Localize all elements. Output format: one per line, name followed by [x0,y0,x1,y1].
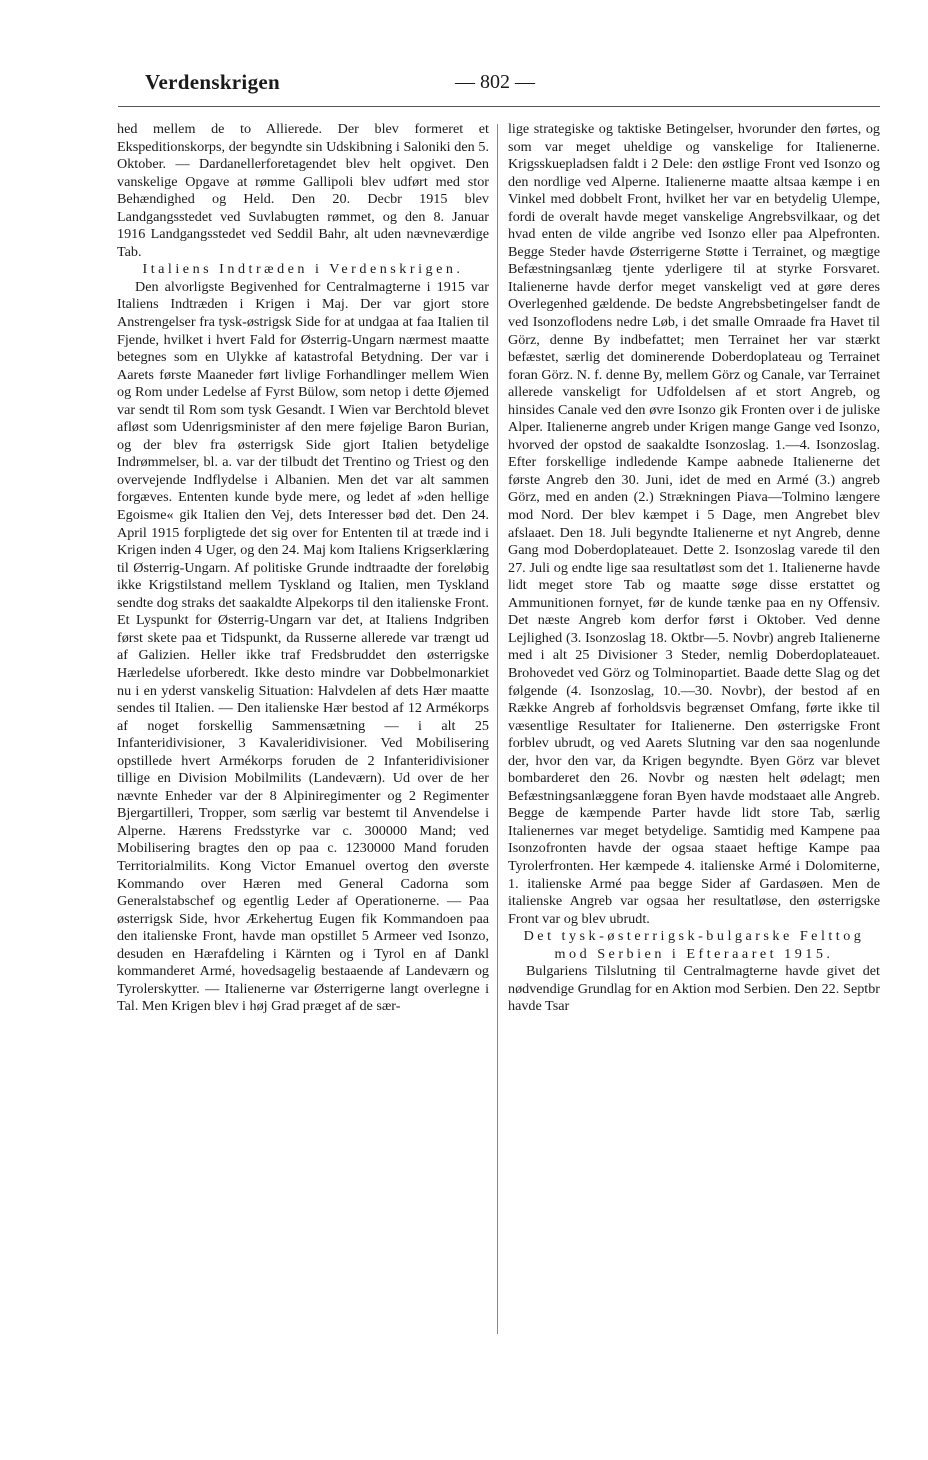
header-rule [118,106,880,107]
running-title: Verdenskrigen [145,70,280,94]
section-heading-italy: Italiens Indtræden i Verdenskrigen. [142,261,464,278]
right-paragraph-2: Bulgariens Tilslutning til Centralmagterne havde givet det nødvendige Grundlag for en Aktion mod Serbien. Den 22. Septbr havde Tsar [508,963,880,1015]
column-divider [497,124,498,1334]
right-paragraph-1: lige strategiske og taktiske Betingelser, hvorunder den førtes, og som var meget uheldige og vanskelige for Italienerne. Krigsskuepladsen faldt i 2 Dele: den østlige Front ved Isonzo og den nordlige ved Alperne. Italienerne maatte altsaa kæmpe i en Vinkel med dobbelt Front, hvilket her var en betydelig Ulempe, fordi de overalt havde meget vanskelige Angrebsvilkaar, og det hvad enten de vilde angribe ved Isonzo eller paa Alpefronten. Begge Steder havde Østerrigerne Støtte i Terrainet, og mægtige Befæstningsanlæg tjente yderligere til at styrke Forsvaret. Italienerne havde derfor meget vanskeligt ved at gøre deres Overlegenhed gældende. De bedste Angrebsbetingelser fandt de ved Isonzoflodens nedre Løb, i det smalle Omraade fra Havet til Görz, denne By indbefattet; men Terrainet her var stærkt befæstet, særlig det dominerende Doberdoplateau og Terrainet foran Görz. N. f. denne By, mellem Görz og Canale, var Terrainet allerede vanskeligt for Udfoldelsen af et stort Angreb, og hinsides Canale ved den øvre Isonzo gik Fronten over i de juliske Alper. Italienerne angreb under Krigen mange Gange ved Isonzo, hvorved der opstod de saakaldte Isonzoslag. 1.—4. Isonzoslag. Efter forskellige indledende Kampe aabnede Italienerne det første Angreb den 30. Juni, idet de med en Armé (3.) angreb Görz, med en anden (2.) Strækningen Piava—Tolmino længere mod Nord. Der blev kæmpet i 5 Dage, men Angrebet blev afslaaet. Den 18. Juli begyndte Italienerne et nyt Angreb, denne Gang mod Doberdoplateauet. Dette 2. Isonzoslag varede til den 27. Juli og endte lige saa resultatløst som det 1. Italienerne havde lidt meget store Tab og maatte søge disse erstattet og Ammunitionen fornyet, før de kunde tænke paa en ny Offensiv. Det næste Angreb kom derfor først i Oktober. Ved denne Lejlighed (3. Isonzoslag 18. Oktbr—5. Novbr) angreb Italienerne med i alt 25 Divisioner 3 Steder, nemlig Doberdoplateauet. Brohovedet ved Görz og Tolminopartiet. Baade dette Slag og det følgende (4. Isonzoslag, 10.—30. Novbr), der bestod af en Række Angreb af forholdsvis begrænset Omfang, førte ikke til væsentlige Resultater for Italienerne. Den østerrigske Front forblev ubrudt, og ved Aarets Slutning var den saa nogenlunde der, hvor den var, da Krigen begyndte. Byen Görz var blevet bombarderet den 26. Novbr og næsten helt ødelagt; men Befæstningsanlæggene foran Byen havde modstaaet alle Angreb. Begge de kæmpende Parter havde lidt store Tab, særlig Italienernes var meget betydelige. Samtidig med Kampene paa Isonzofronten havde der ogsaa staaet heftige Kampe paa Tyrolerfronten. Her kæmpede 4. italienske Armé i Dolomiterne, 1. italienske Armé paa begge Sider af Gardasøen. Men de italienske Angreb var ogsaa her resultatløse, den østerrigske Front var og blev ubrudt. [508,121,880,927]
section-heading-serbia: Det tysk-østerrigsk-bulgarske Felttog mod Serbien i Efteraaret 1915. [523,928,865,962]
left-column [117,121,489,1016]
left-paragraph-2: Den alvorligste Begivenhed for Centralmagterne i 1915 var Italiens Indtræden i Krigen i Maj. Der var gjort store Anstrengelser fra tysk-østrigsk Side for at undgaa at faa Italien til Fjende, hvilket i hvert Fald for Østerrig-Ungarn nærmest maatte betegnes som en Ulykke af katastrofal Betydning. Der var i Aarets første Maaneder ført livlige Forhandlinger mellem Wien og Rom under Ledelse af Fyrst Bülow, som netop i dette Øjemed var sendt til Rom som tysk Gesandt. I Wien var Berchtold blevet afløst som Udenrigsminister af den mere føjelige Baron Burian, og der blev fra østerrigsk Side gjort Italien betydelige Indrømmelser, bl. a. var der tilbudt det Trentino og Triest og den overvejende Indflydelse i Albanien. Men det var alt sammen forgæves. Ententen kunde byde mere, og ledet af »den hellige Egoisme« gik Italien den Vej, dets Interesser bød det. Den 24. April 1915 forpligtede det sig over for Ententen til at træde ind i Krigen inden 4 Uger, og den 24. Maj kom Italiens Krigserklæring til Østerrig-Ungarn. Af politiske Grunde indtraadte der foreløbig ikke Krigstilstand mellem Tyskland og Italien, men Tyskland sendte dog straks det saakaldte Alpekorps til den italienske Front. Et Lyspunkt for Østerrig-Ungarn var det, at Italiens Indgriben først skete paa et Tidspunkt, da Russerne allerede var trængt ud af Galizien. Heller ikke traf Fredsbruddet den østerrigske Hærledelse uforberedt. Ikke desto mindre var Dobbelmonarkiet nu i en yderst vanskelig Situation: Halvdelen af dets Hær maatte sendes til Italien. — Den italienske Hær bestod af 12 Armékorps af noget forskellig Sammensætning — i alt 25 Infanteridivisioner, 3 Kavaleridivisioner. Ved Mobilisering opstillede hvert Armékorps foruden de 2 Infanteridivisioner tillige en Division Mobilmilits (Landeværn). Ud over de her nævnte Enheder var der 8 Alpiniregimenter og 2 Regimenter Bjergartilleri, Tropper, som særlig var bestemt til Anvendelse i Alperne. Hærens Fredsstyrke var c. 300000 Mand; ved Mobilisering bragtes den op paa c. 1230000 Mand foruden Territorialmilits. Kong Victor Emanuel overtog den øverste Kommando over Hæren med General Cadorna som Generalstabschef og egentlig Leder af Operationerne. — Paa østerrigsk Side, hvor Ærkehertug Eugen fik Kommandoen paa den italienske Front, havde man opstillet 5 Armeer ved Isonzo, desuden en Hærafdeling i Kärnten og i Tyrol en af Dankl kommanderet Armé, hovedsagelig bestaaende af Landeværn og Tyrolerskytter. — Italienerne var Østerrigerne langt overlegne i Tal. Men Krigen blev i høj Grad præget af de sær- [117,278,489,1015]
page-number: — 802 — [455,71,535,93]
right-column [508,121,880,1016]
left-paragraph-1: hed mellem de to Allierede. Der blev formeret et Ekspeditionskorps, der begyndte sin Udskibning i Saloniki den 5. Oktober. — Dardanellerforetagendet blev helt opgivet. Den vanskelige Opgave at rømme Gallipoli blev udført med stor Behændighed og Held. Den 20. Decbr 1915 blev Landgangsstedet ved Suvlabugten rømmet, og den 8. Januar 1916 Landgangsstedet ved Seddil Bahr, alt uden nævneværdige Tab. [117,121,489,260]
